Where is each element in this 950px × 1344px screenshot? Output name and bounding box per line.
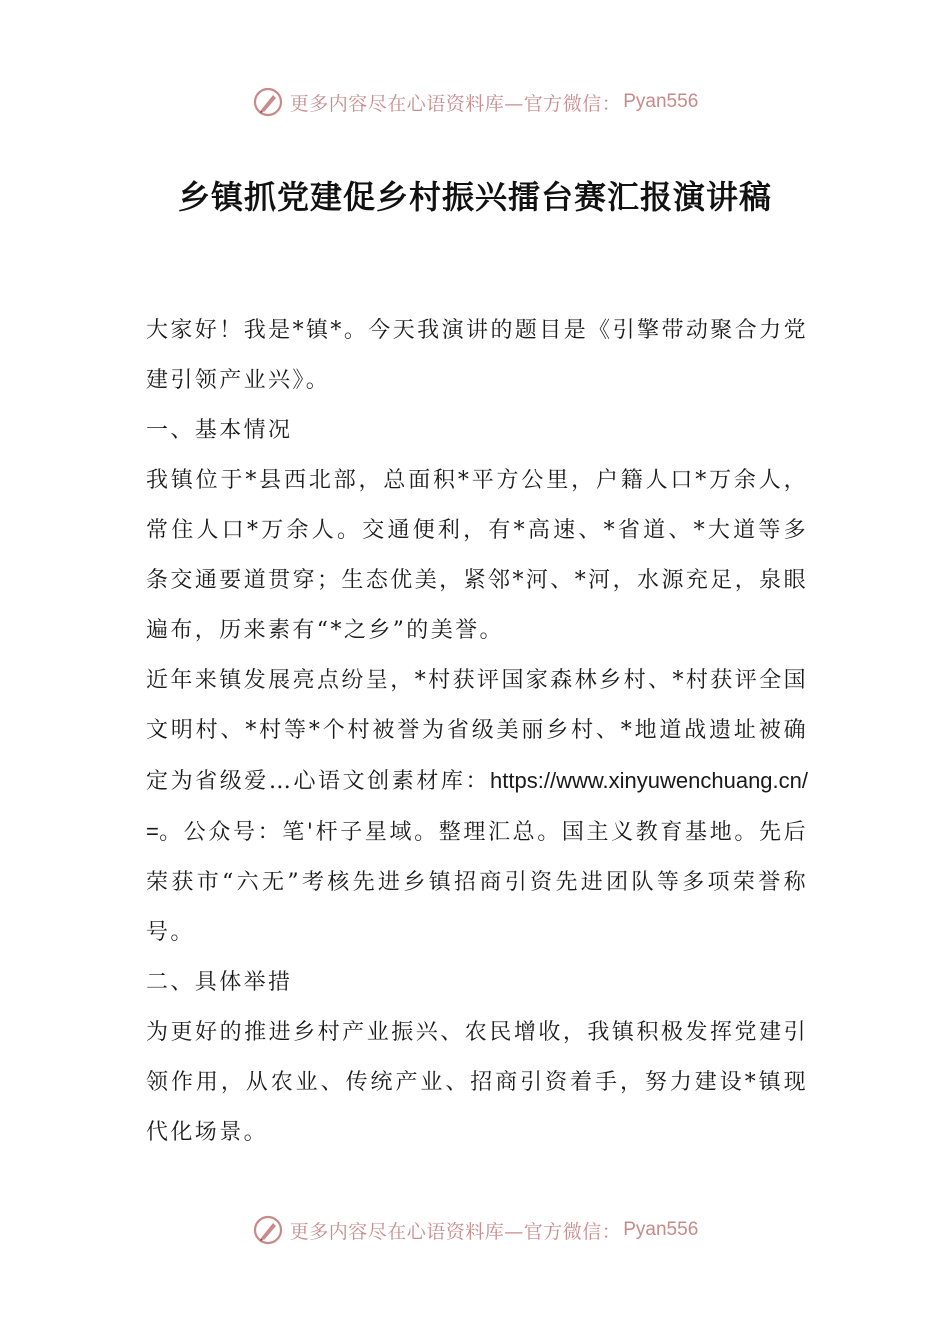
paragraph-location: 我镇位于*县西北部，总面积*平方公里，户籍人口*万余人，常住人口*万余人。交通便利，有*高速、*省道、*大道等多条交通要道贯穿；生态优美，紧邻*河、*河，水源充足，泉眼遍布，历来素有“*之乡”的美誉。 <box>146 468 808 643</box>
section-heading-basic: 一、基本情况 <box>146 418 293 443</box>
watermark-text: 更多内容尽在心语资料库—官方微信： <box>289 92 622 115</box>
watermark-banner-bottom <box>0 1210 950 1250</box>
pen-logo-icon <box>252 1214 284 1246</box>
watermark-text: 更多内容尽在心语资料库—官方微信： <box>289 1220 622 1243</box>
achievements-text-start: 近年来镇发展亮点纷呈，*村获评国家森林乡村、*村获评全国文明村、*村等*个村被誉为省级美丽乡村、*地道战遗址被确定为省级爱…心语文创素材库： <box>146 668 808 794</box>
wechat-id: Pyan556 <box>623 1219 699 1240</box>
document-body <box>146 306 808 1158</box>
paragraph-greeting: 大家好！我是*镇*。今天我演讲的题目是《引擎带动聚合力党建引领产业兴》。 <box>146 318 808 393</box>
section-heading-measures: 二、具体举措 <box>146 970 293 995</box>
pen-logo-icon <box>252 86 284 118</box>
paragraph-measures: 为更好的推进乡村产业振兴、农民增收，我镇积极发挥党建引领作用，从农业、传统产业、招商引资着手，努力建设*镇现代化场景。 <box>146 1020 808 1145</box>
wechat-id: Pyan556 <box>623 91 699 112</box>
document-title: 乡镇抓党建促乡村振兴擂台赛汇报演讲稿 <box>177 178 772 216</box>
achievements-text-end: 。公众号：笔'杆子星域。整理汇总。国主义教育基地。先后荣获市“六无”考核先进乡镇招商引资先进团队等多项荣誉称号。 <box>146 820 808 945</box>
paragraph-achievements <box>146 656 808 958</box>
source-url: https://www.xinyuwenchuang.cn/= <box>146 768 808 844</box>
watermark-banner-top <box>0 82 950 122</box>
